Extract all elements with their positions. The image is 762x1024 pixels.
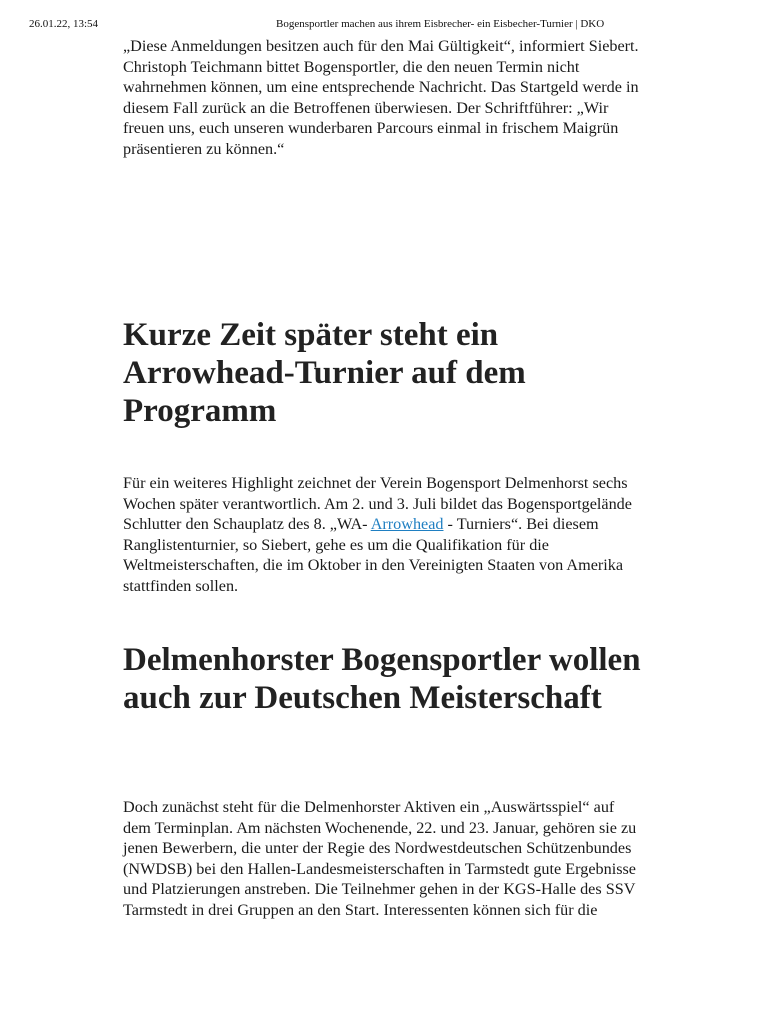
print-header [0, 0, 762, 34]
section-heading: Kurze Zeit später steht ein Arrowhead-Turnier auf dem Programm [123, 317, 526, 429]
article-paragraph: „Diese Anmeldungen besitzen auch für den Mai Gültigkeit“, informiert Siebert. Christoph Teichmann bittet Bogensportler, die den neuen Termin nicht wahrnehmen können, um eine entsprechende Nachricht. Das Startgeld werde in diesem Fall zurück an die Betroffenen überwiesen. Der Schriftführer: „Wir freuen uns, euch unseren wunderbaren Parcours einmal in frischem Maigrün präsentieren zu können.“ [123, 37, 639, 158]
paragraph-text: Für ein weiteres Highlight zeichnet der Verein Bogensport Delmenhorst sechs Wochen später verantwortlich. Am 2. und 3. Juli bildet das Bogensportgelände Schlutter den Schauplatz des 8. „WA- [123, 474, 632, 533]
article-paragraph [123, 473, 643, 596]
article-paragraph: Doch zunächst steht für die Delmenhorster Aktiven ein „Auswärtsspiel“ auf dem Terminplan. Am nächsten Wochenende, 22. und 23. Januar, gehören sie zu jenen Bewerbern, die unter der Regie des Nordwestdeutschen Schützenbundes (NWDSB) bei den Hallen-Landesmeisterschaften in Tarmstedt gute Ergebnisse und Platzierungen anstreben. Die Teilnehmer gehen in der KGS-Halle des SSV Tarmstedt in drei Gruppen an den Start. Interessenten können sich für die [123, 798, 637, 919]
paragraph-text: - Turniers“. Bei diesem Ranglistenturnier, so Siebert, gehe es um die Qualifikation für die Weltmeisterschaften, die im Oktober in den Vereinigten Staaten von Amerika stattfinden sollen. [123, 515, 624, 595]
print-page-title: Bogensportler machen aus ihrem Eisbrecher- ein Eisbecher-Turnier | DKO [276, 18, 605, 30]
section-heading: Delmenhorster Bogensportler wollen auch zur Deutschen Meisterschaft [123, 642, 641, 716]
arrowhead-link[interactable]: Arrowhead [370, 515, 444, 533]
print-datetime: 26.01.22, 13:54 [29, 18, 99, 30]
